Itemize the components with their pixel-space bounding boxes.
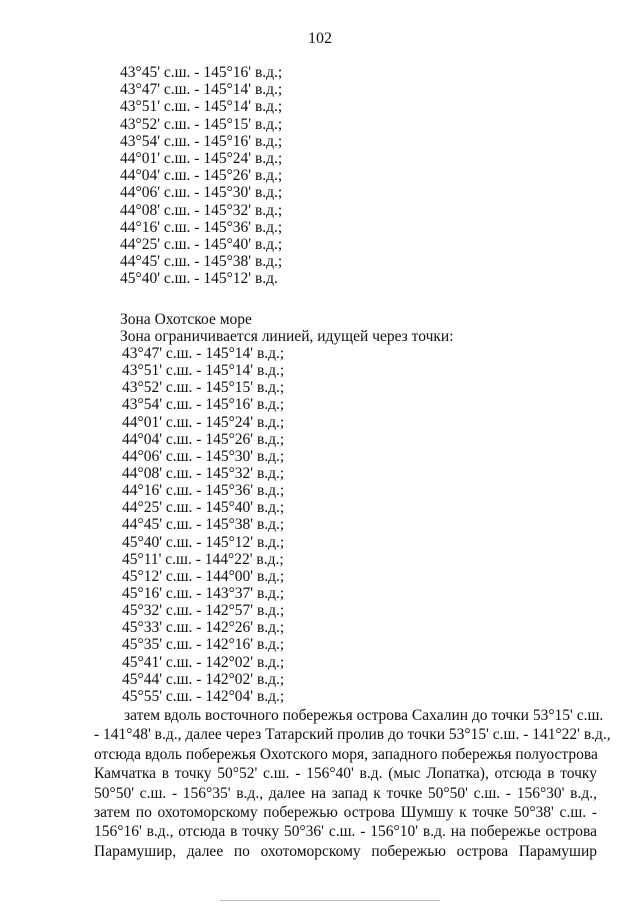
paragraph-line: Камчатка в точку 50°52' с.ш. - 156°40' в.д. (мыс Лопатка), отсюда в точку [94,765,597,783]
coordinate-line: 44°45' с.ш. - 145°38' в.д.; [122,516,285,534]
coordinate-line: 45°40' с.ш. - 145°12' в.д.; [122,533,285,551]
coordinate-list-top [120,64,282,287]
boundary-description-paragraph [94,706,611,861]
coordinate-line: 45°12' с.ш. - 144°00' в.д.; [122,567,285,585]
coordinate-line: 43°54' с.ш. - 145°16' в.д.; [122,396,285,414]
coordinate-line: 43°47' с.ш. - 145°14' в.д.; [122,345,285,362]
coordinate-line: 43°54' с.ш. - 145°16' в.д.; [120,132,283,150]
coordinate-line: 45°35' с.ш. - 142°16' в.д.; [122,636,285,654]
coordinate-line: 44°08' с.ш. - 145°32' в.д.; [122,464,285,482]
coordinate-line: 44°08' с.ш. - 145°32' в.д.; [120,201,283,219]
coordinate-line: 44°06' с.ш. - 145°30' в.д.; [120,184,283,202]
coordinate-line: 45°11' с.ш. - 144°22' в.д.; [122,550,284,568]
zone-title: Зона Охотское море [120,311,252,328]
paragraph-line: отсюда вдоль побережья Охотского моря, западного побережья полуострова [94,745,598,763]
coordinate-line: 44°01' с.ш. - 145°24' в.д.; [122,413,285,431]
coordinate-line: 43°51' с.ш. - 145°14' в.д.; [120,98,283,116]
coordinate-line: 44°01' с.ш. - 145°24' в.д.; [120,149,283,167]
coordinate-line: 45°40' с.ш. - 145°12' в.д. [120,270,278,288]
coordinate-line: 44°25' с.ш. - 145°40' в.д.; [120,235,283,253]
coordinate-line: 43°51' с.ш. - 145°14' в.д.; [122,362,285,380]
coordinate-list-zone [122,345,284,705]
coordinate-line: 43°45' с.ш. - 145°16' в.д.; [120,64,283,81]
paragraph-line: 50°50' с.ш. - 156°35' в.д., далее на запад к точке 50°50' с.ш. - 156°30' в.д., [94,784,597,802]
scan-bottom-rule [220,900,440,901]
coordinate-line: 44°04' с.ш. - 145°26' в.д.; [120,167,283,185]
coordinate-line: 45°55' с.ш. - 142°04' в.д.; [122,687,285,705]
coordinate-line: 44°04' с.ш. - 145°26' в.д.; [122,430,285,448]
coordinate-line: 45°41' с.ш. - 142°02' в.д.; [122,653,285,671]
coordinate-line: 44°06' с.ш. - 145°30' в.д.; [122,447,285,465]
coordinate-line: 44°25' с.ш. - 145°40' в.д.; [122,499,285,517]
coordinate-line: 43°47' с.ш. - 145°14' в.д.; [120,81,283,99]
coordinate-line: 44°16' с.ш. - 145°36' в.д.; [122,482,285,500]
coordinate-line: 44°16' с.ш. - 145°36' в.д.; [120,218,283,236]
paragraph-line: - 141°48' в.д., далее через Татарский пролив до точки 53°15' с.ш. - 141°22' в.д., [94,726,611,744]
coordinate-line: 45°33' с.ш. - 142°26' в.д.; [122,619,285,637]
coordinate-line: 45°44' с.ш. - 142°02' в.д.; [122,670,285,688]
paragraph-line: Парамушир, далее по охотоморскому побережью острова Парамушир [94,842,597,860]
paragraph-line: затем вдоль восточного побережья острова Сахалин до точки 53°15' с.ш. [124,707,604,724]
paragraph-line: затем по охотоморскому побережью острова Шумшу к точке 50°38' с.ш. - [94,803,597,821]
coordinate-line: 43°52' с.ш. - 145°15' в.д.; [120,115,283,133]
coordinate-line: 45°32' с.ш. - 142°57' в.д.; [122,602,285,620]
coordinate-line: 44°45' с.ш. - 145°38' в.д.; [120,253,283,271]
coordinate-line: 45°16' с.ш. - 143°37' в.д.; [122,584,285,602]
zone-heading-block [120,311,454,345]
zone-intro: Зона ограничивается линией, идущей через точки: [120,328,454,346]
coordinate-line: 43°52' с.ш. - 145°15' в.д.; [122,379,285,397]
page-number: 102 [308,30,332,47]
paragraph-line: 156°16' в.д., отсюда в точку 50°36' с.ш. - 156°10' в.д. на побережье острова [94,823,597,841]
